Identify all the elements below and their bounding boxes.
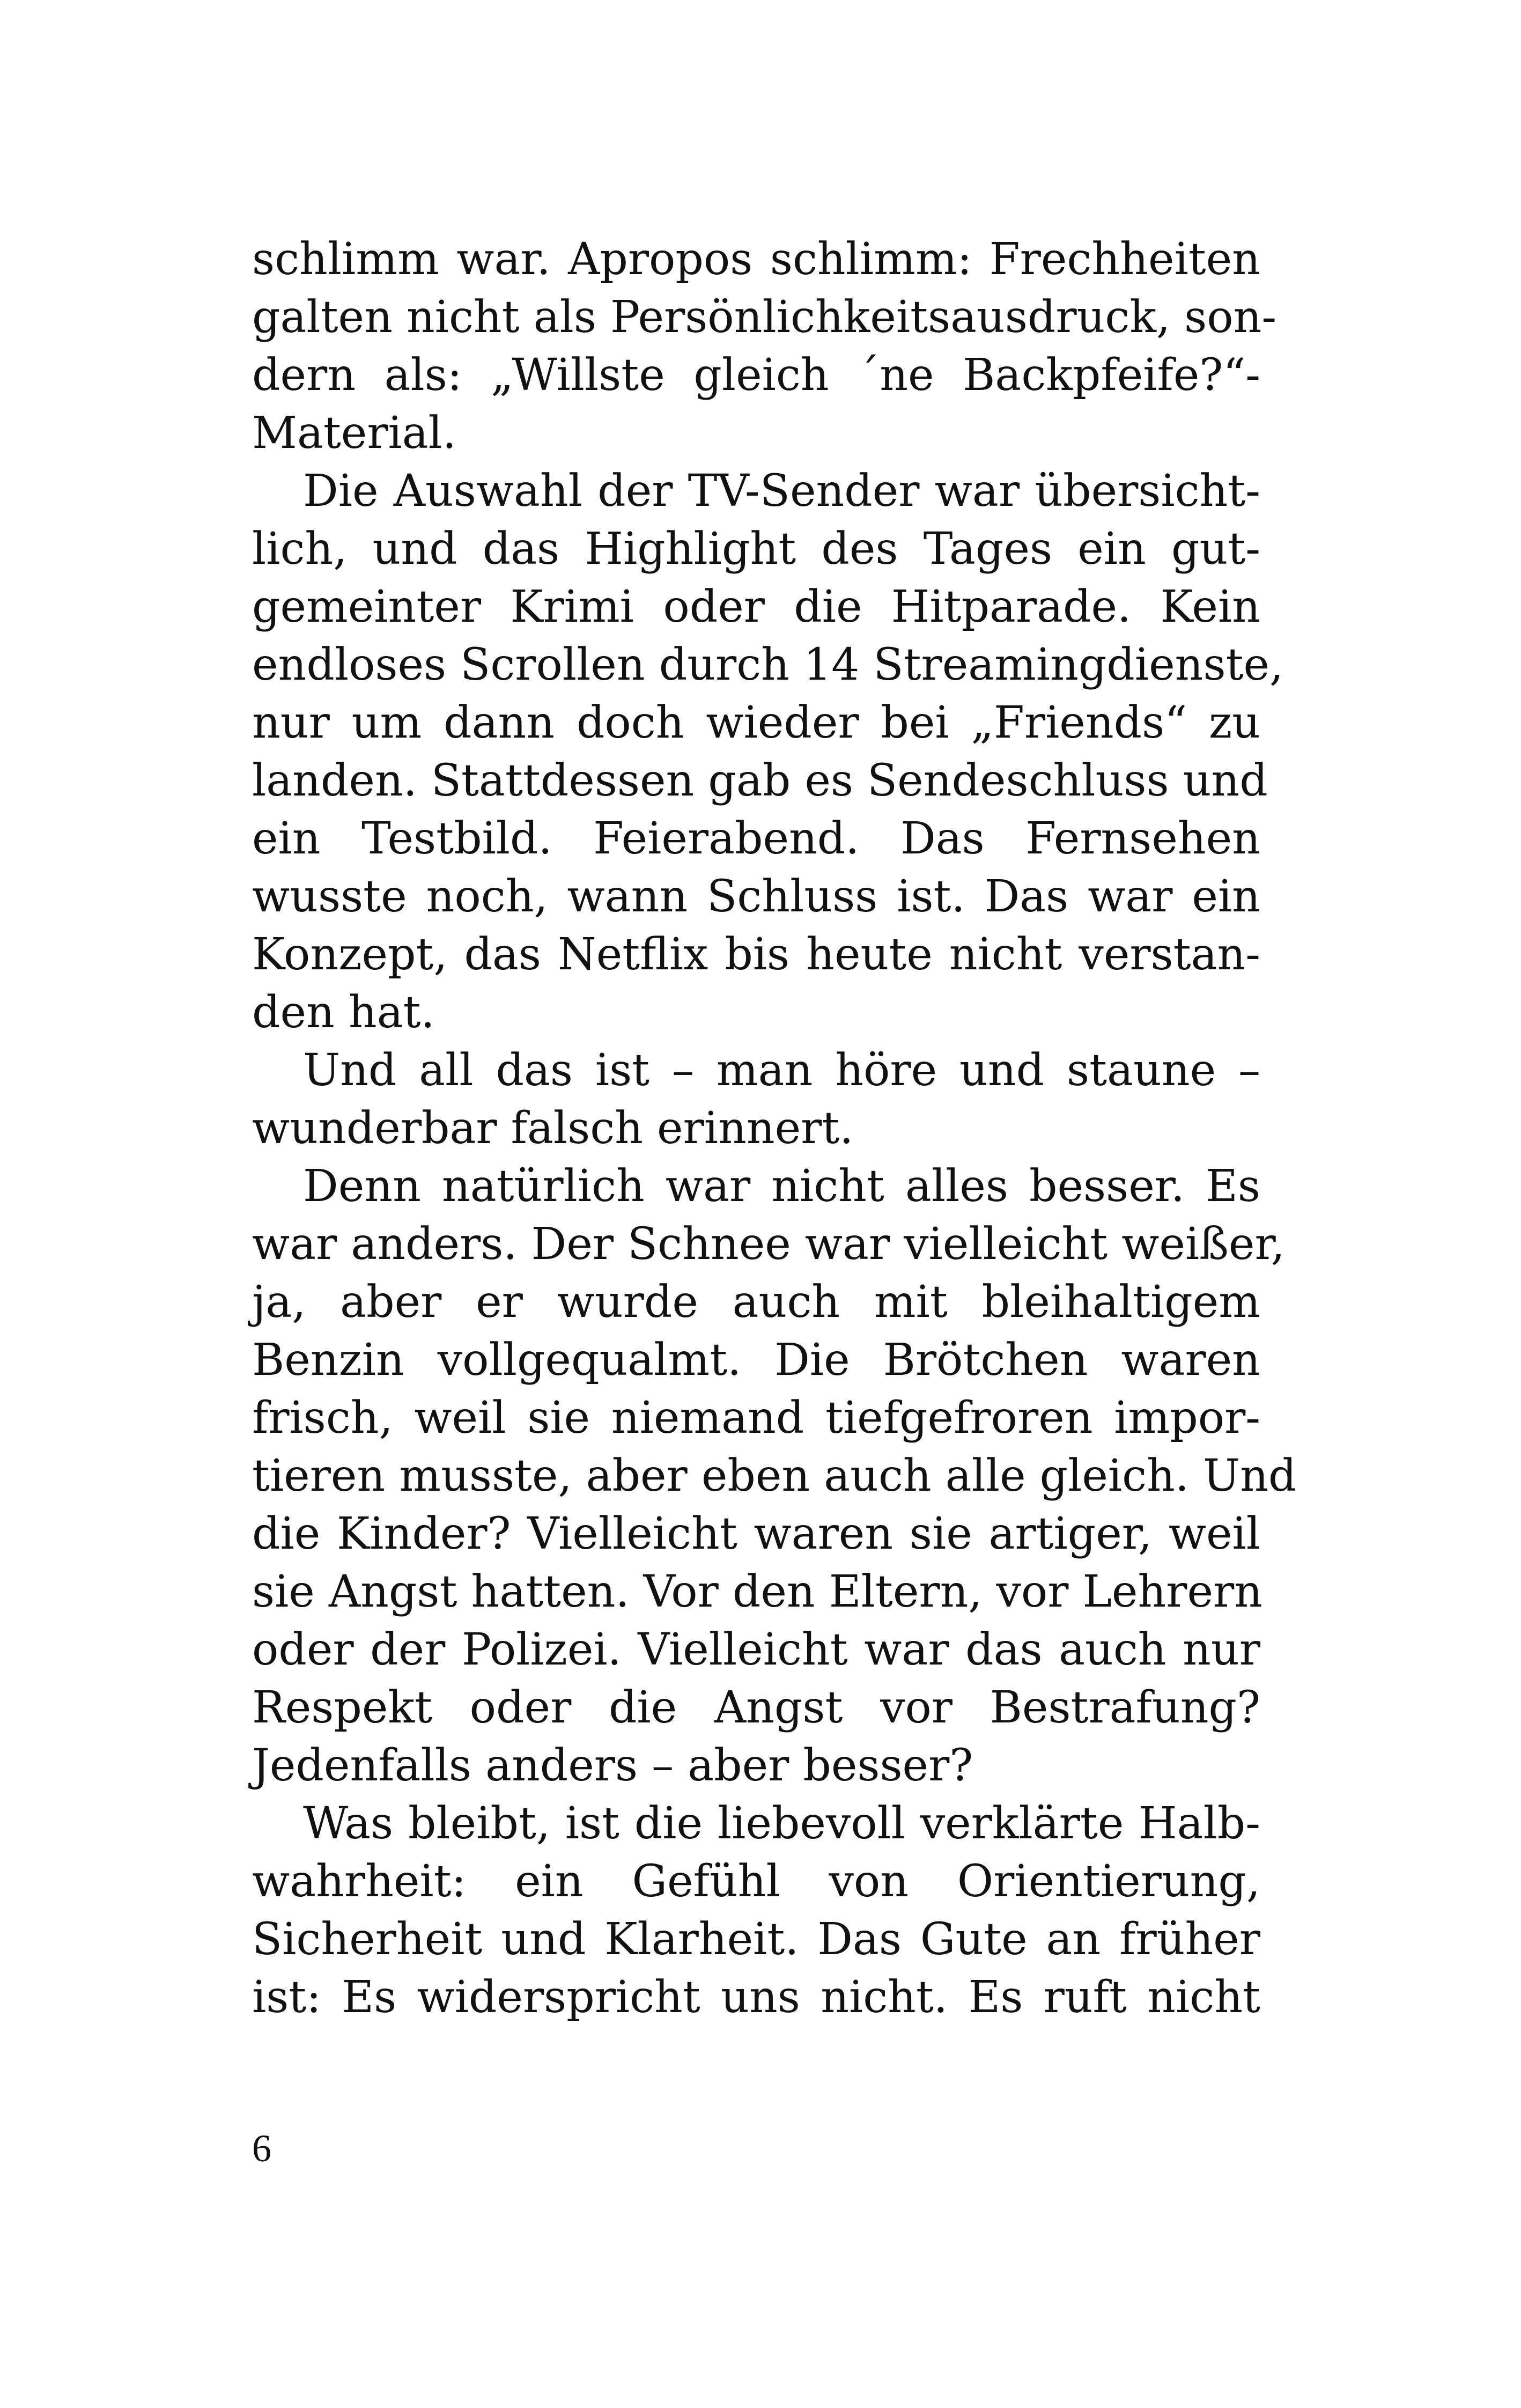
paragraph [252, 1042, 1260, 1158]
text-line: galten nicht als Persönlichkeitsausdruck, son- [252, 292, 1277, 343]
text-line: frisch, weil sie niemand tiefgefroren impor- [252, 1393, 1260, 1444]
text-line: Was bleibt, ist die liebevoll verklärte Halb- [303, 1798, 1260, 1849]
paragraph [252, 1158, 1297, 1795]
text-line: den hat. [252, 987, 435, 1038]
text-line: gemeinter Krimi oder die Hitparade. Kein [252, 581, 1260, 632]
text-line: landen. Stattdessen gab es Sendeschluss und [252, 755, 1268, 806]
paragraph [252, 462, 1284, 1042]
text-line: wusste noch, wann Schluss ist. Das war ein [252, 871, 1260, 922]
text-line: nur um dann doch wieder bei „Friends“ zu [252, 697, 1260, 748]
paragraph [252, 231, 1277, 462]
paragraph [252, 1795, 1260, 2027]
text-line: dern als: „Willste gleich ´ne Backpfeife?“- [252, 350, 1260, 401]
text-line: wahrheit: ein Gefühl von Orientierung, [252, 1856, 1260, 1907]
text-line: schlimm war. Apropos schlimm: Frechheiten [252, 234, 1260, 285]
text-line: war anders. Der Schnee war vielleicht weißer, [252, 1219, 1285, 1270]
text-line: tieren musste, aber eben auch alle gleich. Und [252, 1450, 1297, 1501]
text-line: lich, und das Highlight des Tages ein gut- [252, 524, 1260, 575]
text-line: sie Angst hatten. Vor den Eltern, vor Lehrern [252, 1566, 1262, 1617]
text-line: ja, aber er wurde auch mit bleihaltigem [252, 1277, 1260, 1328]
text-line: Denn natürlich war nicht alles besser. Es [303, 1161, 1260, 1212]
text-line: ein Testbild. Feierabend. Das Fernsehen [252, 813, 1260, 864]
text-line: Jedenfalls anders – aber besser? [252, 1740, 973, 1791]
text-line: ist: Es widerspricht uns nicht. Es ruft nicht [252, 1972, 1260, 2023]
page-number: 6 [252, 2127, 271, 2170]
text-line: Die Auswahl der TV-Sender war übersicht- [303, 466, 1260, 517]
text-line: die Kinder? Vielleicht waren sie artiger, weil [252, 1508, 1260, 1559]
text-line: Konzept, das Netflix bis heute nicht verstan- [252, 929, 1260, 980]
text-line: Benzin vollgequalmt. Die Brötchen waren [252, 1335, 1260, 1386]
text-line: oder der Polizei. Vielleicht war das auch nur [252, 1624, 1260, 1675]
text-line: Material. [252, 408, 456, 459]
text-line: Respekt oder die Angst vor Bestrafung? [252, 1682, 1260, 1733]
text-line: wunderbar falsch erinnert. [252, 1103, 854, 1154]
body-text [252, 231, 1297, 2027]
text-line: Und all das ist – man höre und staune – [303, 1045, 1260, 1096]
text-line: endloses Scrollen durch 14 Streamingdienste, [252, 639, 1284, 690]
text-line: Sicherheit und Klarheit. Das Gute an früher [252, 1914, 1260, 1965]
